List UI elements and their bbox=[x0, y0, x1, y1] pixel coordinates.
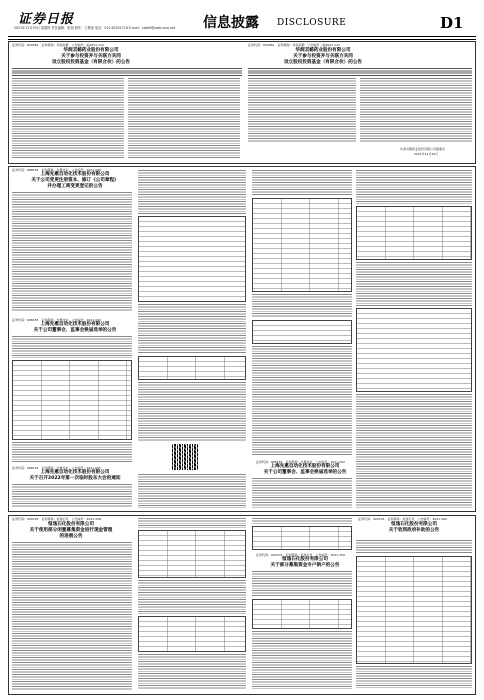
notice-body bbox=[12, 192, 132, 312]
notice-table bbox=[252, 526, 352, 550]
notice-table bbox=[356, 308, 472, 392]
notice-table bbox=[138, 530, 246, 578]
notice-body bbox=[356, 666, 472, 688]
notice-body bbox=[356, 170, 472, 204]
notice-body bbox=[138, 304, 246, 354]
section-title-cn: 信息披露 bbox=[203, 15, 259, 31]
notice-title: 上海先惠自动化技术股份有限公司 关于公司董事会、监事会换届选举的公告 bbox=[33, 322, 117, 333]
notice-preamble bbox=[248, 68, 472, 76]
notice-code-line: 证券代码：688155 证券简称：先惠技术 公告编号：2021-089 bbox=[12, 168, 101, 172]
notice-body bbox=[138, 580, 246, 614]
notice-body bbox=[252, 571, 352, 597]
notice-body-col bbox=[248, 78, 356, 142]
notice-body bbox=[356, 540, 472, 554]
notice-body bbox=[356, 262, 472, 306]
notice-body bbox=[252, 294, 352, 318]
notice-body bbox=[138, 474, 246, 508]
notice-table bbox=[12, 360, 132, 440]
page-number: D1 bbox=[440, 14, 464, 32]
notice-table bbox=[252, 320, 352, 344]
notice-table bbox=[356, 206, 472, 260]
notice-body bbox=[252, 518, 352, 524]
notice-table bbox=[138, 356, 246, 380]
section-title-en: DISCLOSURE bbox=[277, 18, 347, 28]
notice-title: 恒逸石化股份有限公司 关于收到政府补助的公告 bbox=[388, 522, 440, 533]
notice-body bbox=[138, 654, 246, 690]
notice-body bbox=[12, 336, 132, 358]
masthead bbox=[0, 0, 484, 40]
notice-code-line: 证券代码：000703 证券简称：恒逸石化 公告编号：2021-160 bbox=[358, 517, 447, 521]
notice-body bbox=[252, 170, 352, 196]
notice-body bbox=[252, 631, 352, 689]
notice-title: 上海先惠自动化技术股份有限公司 关于召开2022年第一次临时股东大会的通知 bbox=[29, 470, 121, 481]
notice-code-line: 证券代码：600062 证券简称：华润双鹤 公告编号：临2021-111 bbox=[248, 43, 340, 47]
notice-body bbox=[356, 394, 472, 508]
notice-body-col bbox=[12, 78, 124, 158]
notice-signature: 华润双鹤药业股份有限公司董事会 bbox=[400, 147, 446, 151]
notice-date: 2021年12月30日 bbox=[414, 152, 439, 156]
notice-body bbox=[12, 442, 132, 462]
notice-code-line: 证券代码：000703 证券简称：恒逸石化 公告编号：2021-159 bbox=[256, 553, 345, 557]
notice-title: 华润双鹤药业股份有限公司 关于参与投资并与关联方共同 设立股权投资基金（有限合伙）的公告 bbox=[51, 48, 131, 65]
notice-title: 上海先惠自动化技术股份有限公司 关于公司变更注册资本、修订《公司章程》 并办理工商变更登记的公告 bbox=[31, 172, 119, 189]
masthead-rule bbox=[8, 36, 476, 37]
qr-code-icon bbox=[172, 444, 198, 470]
notice-code-line: 证券代码：000703 证券简称：恒逸石化 公告编号：2021-158 bbox=[12, 517, 101, 521]
notice-body bbox=[12, 484, 132, 508]
notice-code-line: 证券代码：688155 证券简称：先惠技术 公告编号：2021-092 bbox=[256, 460, 345, 464]
newspaper-logo: 证券日报 bbox=[18, 12, 75, 27]
notice-body-col bbox=[128, 78, 240, 158]
notice-code-line: 证券代码：688155 证券简称：先惠技术 公告编号：2021-090 bbox=[12, 318, 101, 322]
notice-title: 恒逸石化股份有限公司 关于使用部分闲置募集资金进行现金管理 的进展公告 bbox=[29, 522, 113, 539]
masthead-rule-thin bbox=[8, 39, 476, 40]
notice-body bbox=[138, 170, 246, 214]
notice-code-line: 证券代码：688155 证券简称：先惠技术 公告编号：2021-091 bbox=[12, 466, 101, 470]
notice-title: 华润双鹤药业股份有限公司 关于参与投资并与关联方共同 设立股权投资基金（有限合伙）的公告 bbox=[283, 48, 363, 65]
notice-table bbox=[252, 198, 352, 292]
notice-table bbox=[138, 616, 246, 652]
notice-table bbox=[252, 599, 352, 629]
notice-table bbox=[138, 216, 246, 302]
notice-body bbox=[252, 478, 352, 508]
notice-body bbox=[138, 382, 246, 442]
notice-body bbox=[252, 346, 352, 456]
notice-title: 恒逸石化股份有限公司 关于部分募集资金专户销户的公告 bbox=[270, 557, 340, 568]
notice-title: 上海先惠自动化技术股份有限公司 关于公司董事会、监事会换届选举的公告 bbox=[263, 464, 347, 475]
notice-body bbox=[12, 542, 132, 690]
publication-info: 2021年12月30日 星期四 责任编辑：张旭 制作：王敬涛 电话：010-83251716 E-mail：zqrb9@zqrb.sina.net bbox=[14, 26, 176, 30]
notice-table bbox=[356, 556, 472, 664]
notice-body bbox=[138, 518, 246, 528]
notice-body-col bbox=[360, 78, 472, 142]
notice-preamble bbox=[12, 68, 242, 76]
notice-code-line: 证券代码：600062 证券简称：华润双鹤 公告编号：临2021-110 bbox=[12, 43, 104, 47]
